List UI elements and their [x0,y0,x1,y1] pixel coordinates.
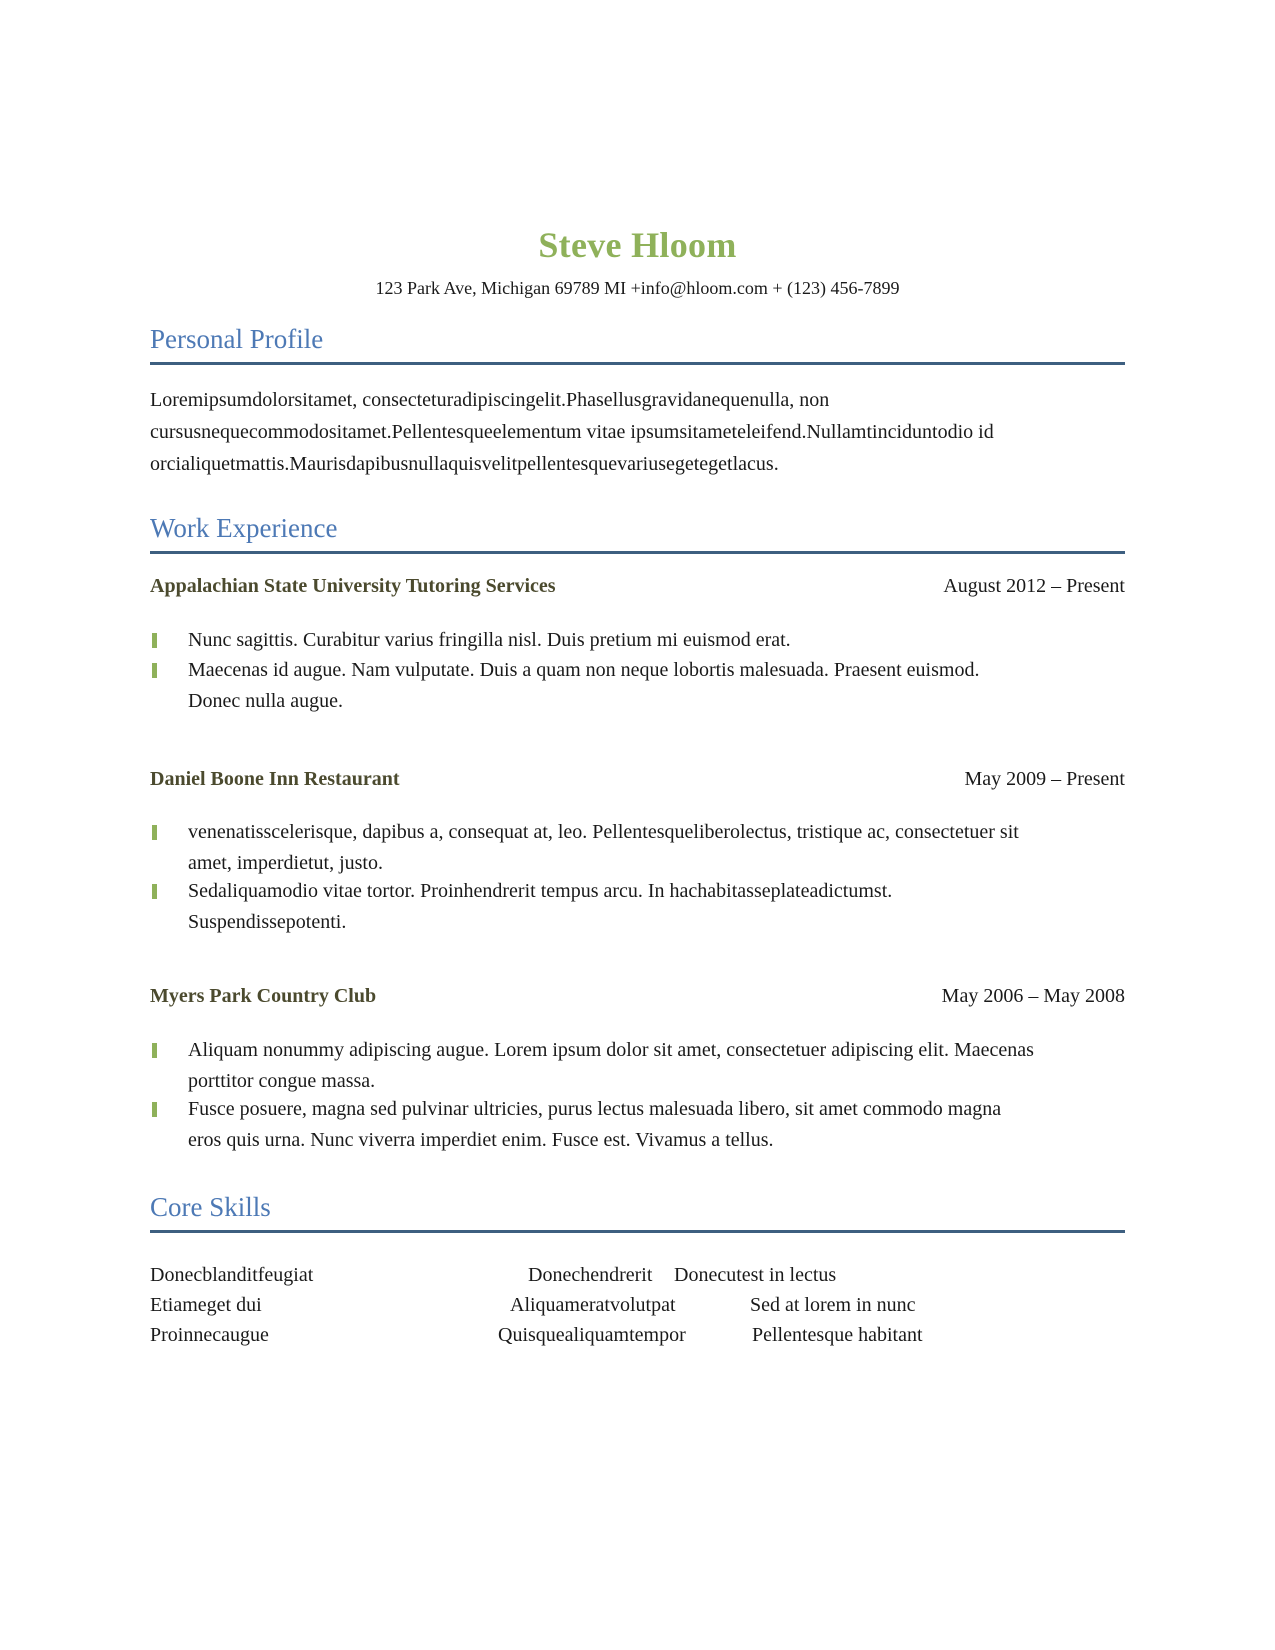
job-title: Appalachian State University Tutoring Services [150,575,556,597]
skill-item: Quisquealiquamtempor [498,1324,686,1346]
candidate-name: Steve Hloom [538,225,737,265]
job-title: Myers Park Country Club [150,985,377,1007]
bullet-line: eros quis urna. Nunc viverra imperdiet enim. Fusce est. Vivamus a tellus. [188,1129,774,1151]
bullet-line: Donec nulla augue. [188,690,343,712]
skill-item: Donecblanditfeugiat [150,1264,314,1286]
skill-item: Donechendrerit [528,1264,653,1286]
bullet-line: Fusce posuere, magna sed pulvinar ultricies, purus lectus malesuada libero, sit amet commodo magna [188,1098,1002,1120]
job-bullet [188,625,1118,656]
bullet-line: Aliquam nonummy adipiscing augue. Lorem ipsum dolor sit amet, consectetuer adipiscing elit. Maecenas [188,1039,1034,1061]
section-rule [150,362,1125,365]
bullet-icon [152,1043,157,1058]
bullet-line: Suspendissepotenti. [188,911,347,933]
bullet-icon [152,663,157,678]
contact-line: 123 Park Ave, Michigan 69789 MI +info@hloom.com + (123) 456-7899 [375,278,900,298]
profile-line: cursusnequecommodositamet.Pellentesqueelementum vitae ipsumsitameteleifend.Nullamtinciduntodio id [150,421,994,443]
job-bullet [188,876,1118,938]
bullet-line: Maecenas id augue. Nam vulputate. Duis a quam non neque lobortis malesuada. Praesent euismod. [188,659,980,681]
section-heading-personal-profile: Personal Profile [150,324,324,354]
bullet-line: venenatisscelerisque, dapibus a, consequat at, leo. Pellentesqueliberolectus, tristique ac, consectetuer sit [188,821,1019,843]
section-rule [150,1230,1125,1233]
job-dates: August 2012 – Present [943,575,1125,597]
section-heading-core-skills: Core Skills [150,1192,271,1222]
bullet-icon [152,884,157,899]
job-title: Daniel Boone Inn Restaurant [150,768,400,790]
section-heading-work-experience: Work Experience [150,513,338,543]
job-dates: May 2006 – May 2008 [941,985,1125,1007]
bullet-line: Nunc sagittis. Curabitur varius fringilla nisl. Duis pretium mi euismod erat. [188,629,791,651]
job-bullet [188,1035,1118,1097]
bullet-icon [152,825,157,840]
skill-item: Pellentesque habitant [752,1324,923,1346]
skill-item: Proinnecaugue [150,1324,269,1346]
profile-paragraph [150,384,1125,480]
profile-line: Loremipsumdolorsitamet, consecteturadipiscingelit.Phasellusgravidanequenulla, non [150,389,830,411]
bullet-line: amet, imperdietut, justo. [188,852,383,874]
job-dates: May 2009 – Present [964,768,1125,790]
bullet-line: Sedaliquamodio vitae tortor. Proinhendrerit tempus arcu. In hachabitasseplateadictumst. [188,880,893,902]
skill-item: Etiameget dui [150,1294,262,1316]
job-bullet [188,817,1118,879]
bullet-line: porttitor congue massa. [188,1070,376,1092]
profile-line: orcialiquetmattis.Maurisdapibusnullaquisvelitpellentesquevariusegetegetlacus. [150,453,779,475]
bullet-icon [152,1102,157,1117]
skill-item: Sed at lorem in nunc [750,1294,916,1316]
section-rule [150,551,1125,554]
skill-item: Aliquameratvolutpat [510,1294,676,1316]
job-bullet [188,1094,1118,1156]
skill-item: Donecutest in lectus [674,1264,837,1286]
bullet-icon [152,633,157,648]
job-bullet [188,655,1118,717]
